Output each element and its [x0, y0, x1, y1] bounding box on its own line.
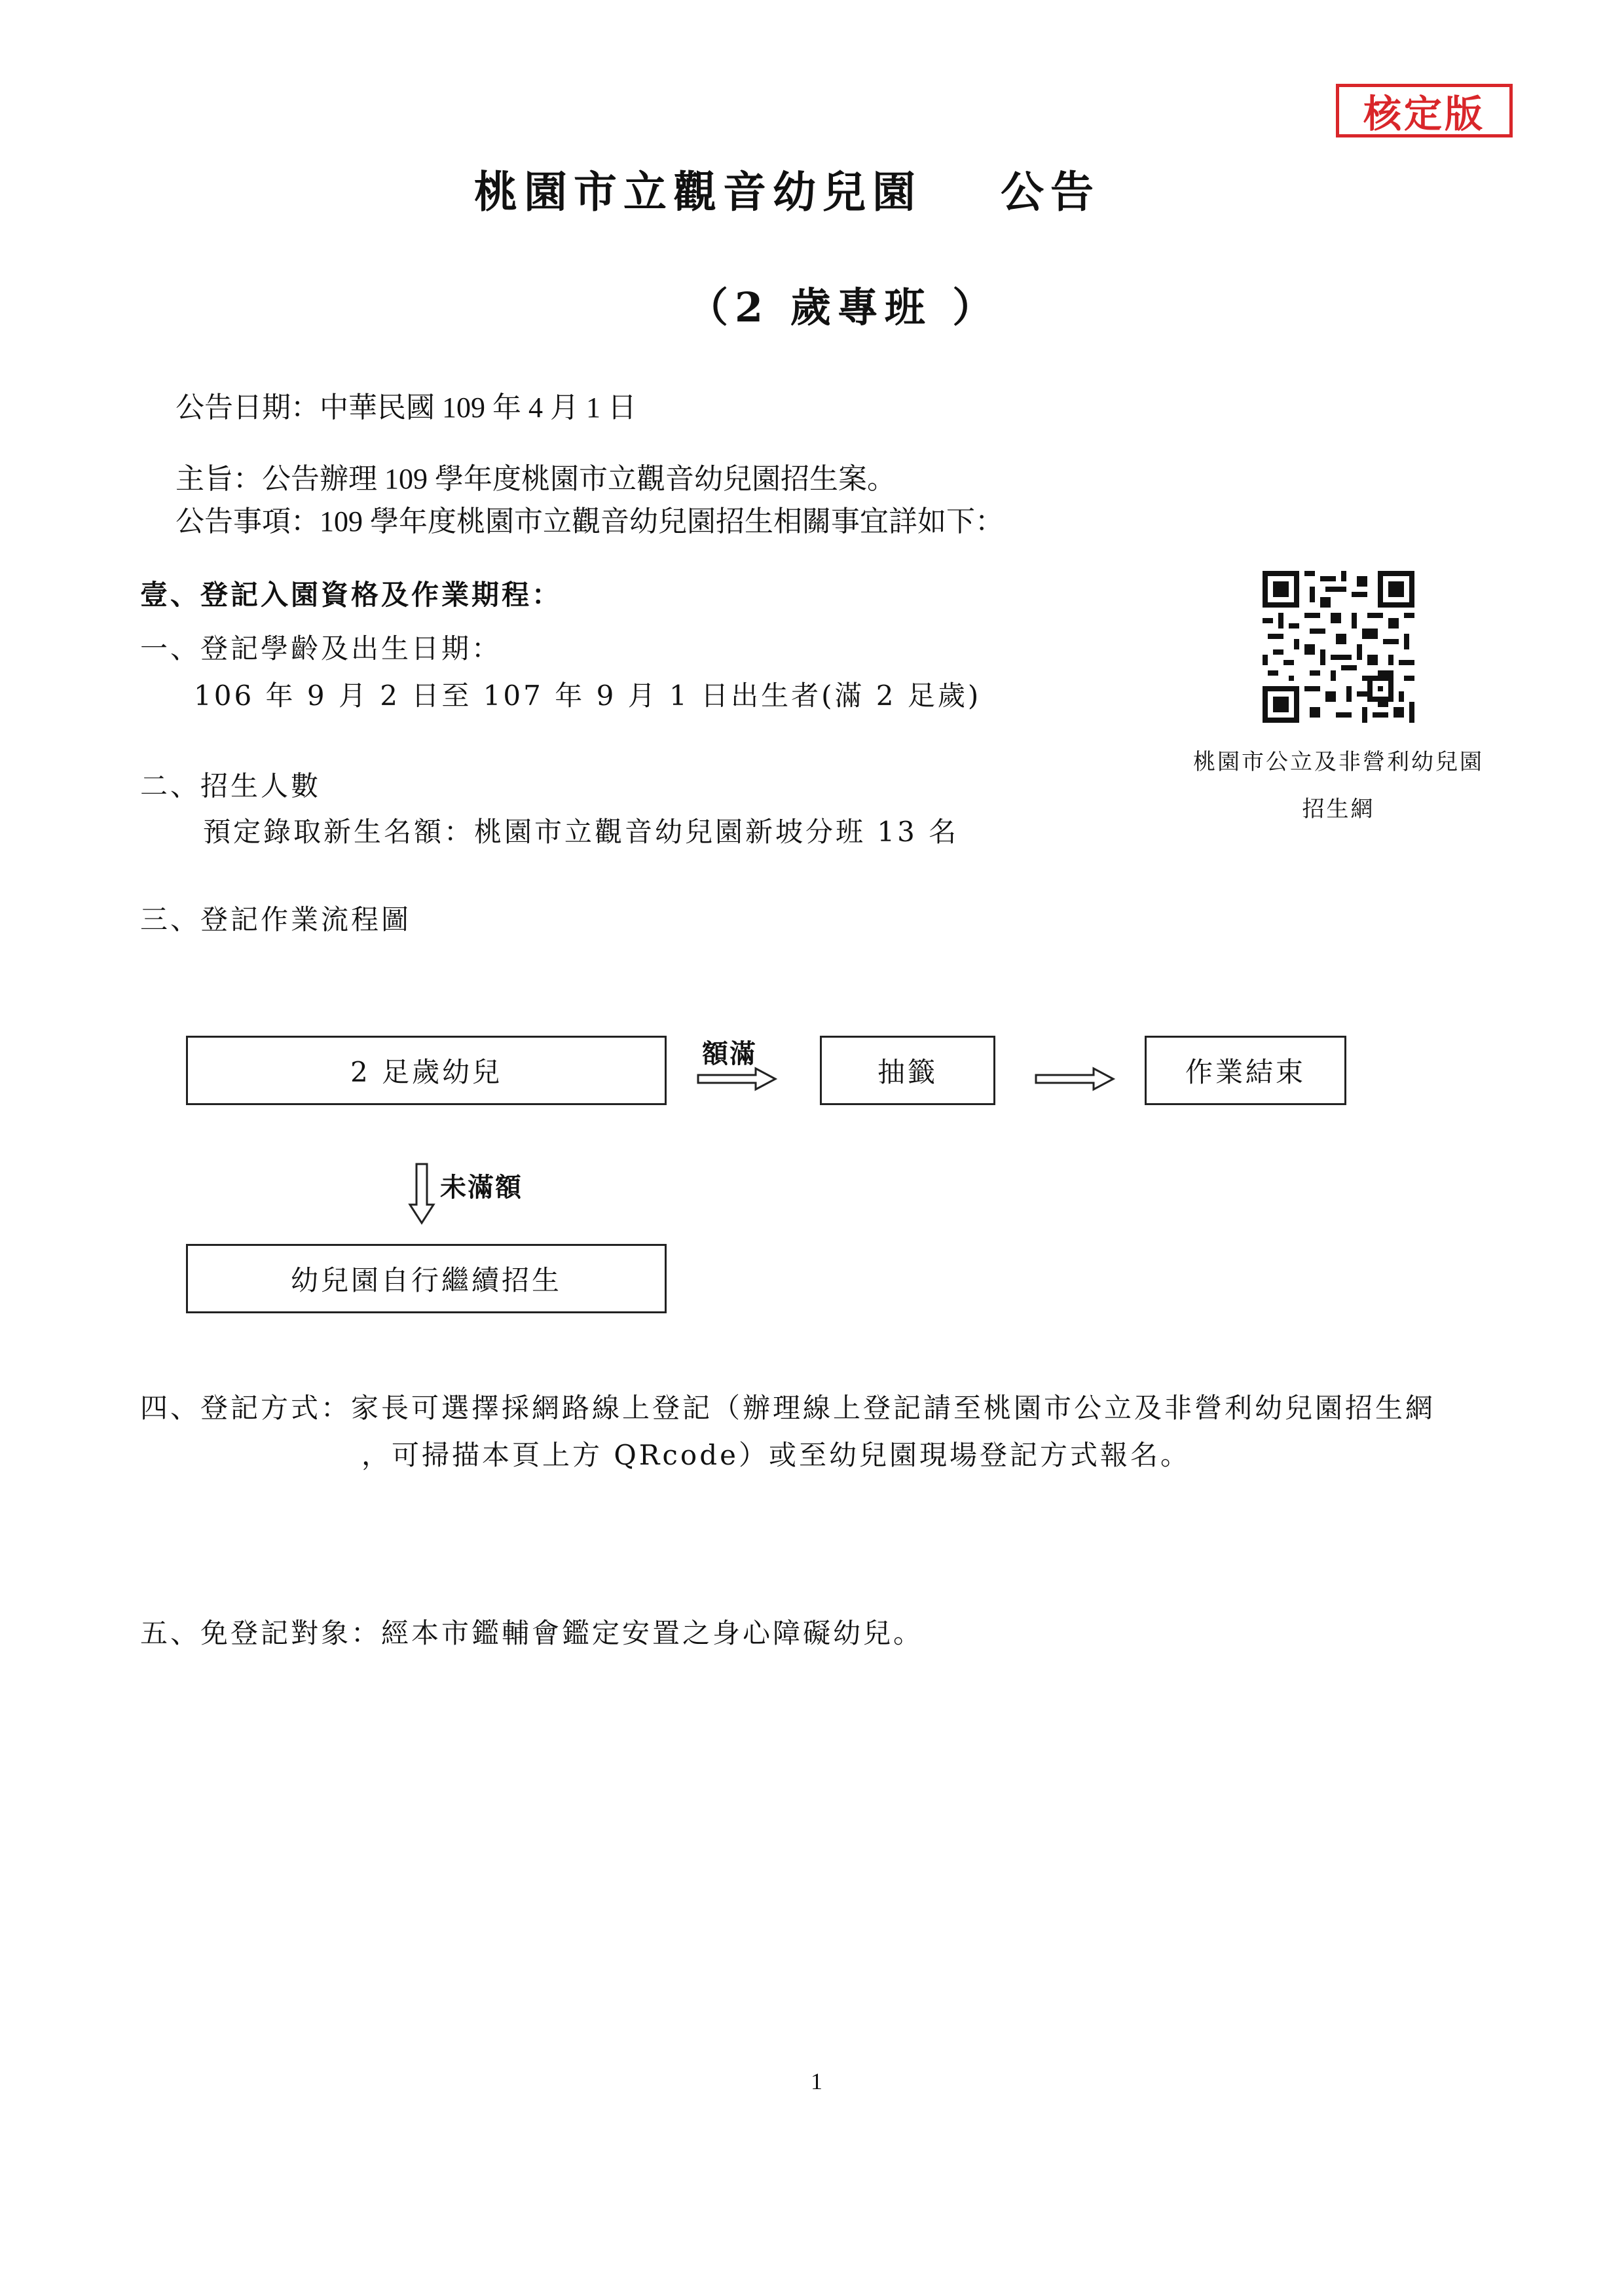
section-4-line-1: 四、登記方式：家長可選擇採網路線上登記（辦理線上登記請至桃園市公立及非營利幼兒園招生網: [140, 1392, 1436, 1424]
qr-caption-line-2: 招生網: [1302, 796, 1375, 822]
item-1-body: 106 年 9 月 2 日至 107 年 9 月 1 日出生者(滿 2 足歲): [194, 680, 982, 712]
item-2-title: 二、招生人數: [140, 770, 322, 802]
page-title: [474, 157, 1100, 219]
flow-box-lottery: 抽籤: [820, 1036, 995, 1105]
page-number: 1: [811, 2068, 822, 2094]
section-4-line-2: ，可掃描本頁上方 QRcode）或至幼兒園現場登記方式報名。: [361, 1439, 1190, 1471]
section-5: 五、免登記對象：經本市鑑輔會鑑定安置之身心障礙幼兒。: [140, 1617, 924, 1649]
flow-box-continue-enrollment: 幼兒園自行繼續招生: [186, 1244, 667, 1313]
item-2-body: 預定錄取新生名額：桃園市立觀音幼兒園新坡分班 13 名: [203, 816, 959, 848]
title-suffix: 公告: [1001, 166, 1100, 217]
qr-code-icon[interactable]: [1263, 571, 1414, 723]
announcement-items: 公告事項：109 學年度桃園市立觀音幼兒園招生相關事宜詳如下：: [175, 505, 1004, 538]
flow-label-not-full: 未滿額: [440, 1172, 523, 1203]
page-subtitle: （2 歲專班 ）: [688, 283, 1000, 331]
arrow-right-icon: [697, 1066, 778, 1092]
title-main: 桃園市立觀音幼兒園: [474, 166, 922, 217]
announcement-date: 公告日期：中華民國 109 年 4 月 1 日: [175, 392, 637, 424]
item-1-title: 一、登記學齡及出生日期：: [140, 632, 502, 665]
announcement-subject: 主旨：公告辦理 109 學年度桃園市立觀音幼兒園招生案。: [175, 463, 896, 495]
section-1-heading: 壹、登記入園資格及作業期程：: [140, 579, 563, 611]
item-3-title: 三、登記作業流程圖: [140, 903, 412, 936]
arrow-right-icon: [1035, 1066, 1116, 1092]
flow-label-full: 額滿: [702, 1038, 757, 1069]
flow-box-end: 作業結束: [1145, 1036, 1346, 1105]
flow-box-two-year-olds: 2 足歲幼兒: [186, 1036, 667, 1105]
approved-version-stamp: 核定版: [1336, 84, 1513, 137]
qr-caption-line-1: 桃園市公立及非營利幼兒園: [1193, 749, 1484, 775]
arrow-down-icon: [407, 1163, 436, 1226]
